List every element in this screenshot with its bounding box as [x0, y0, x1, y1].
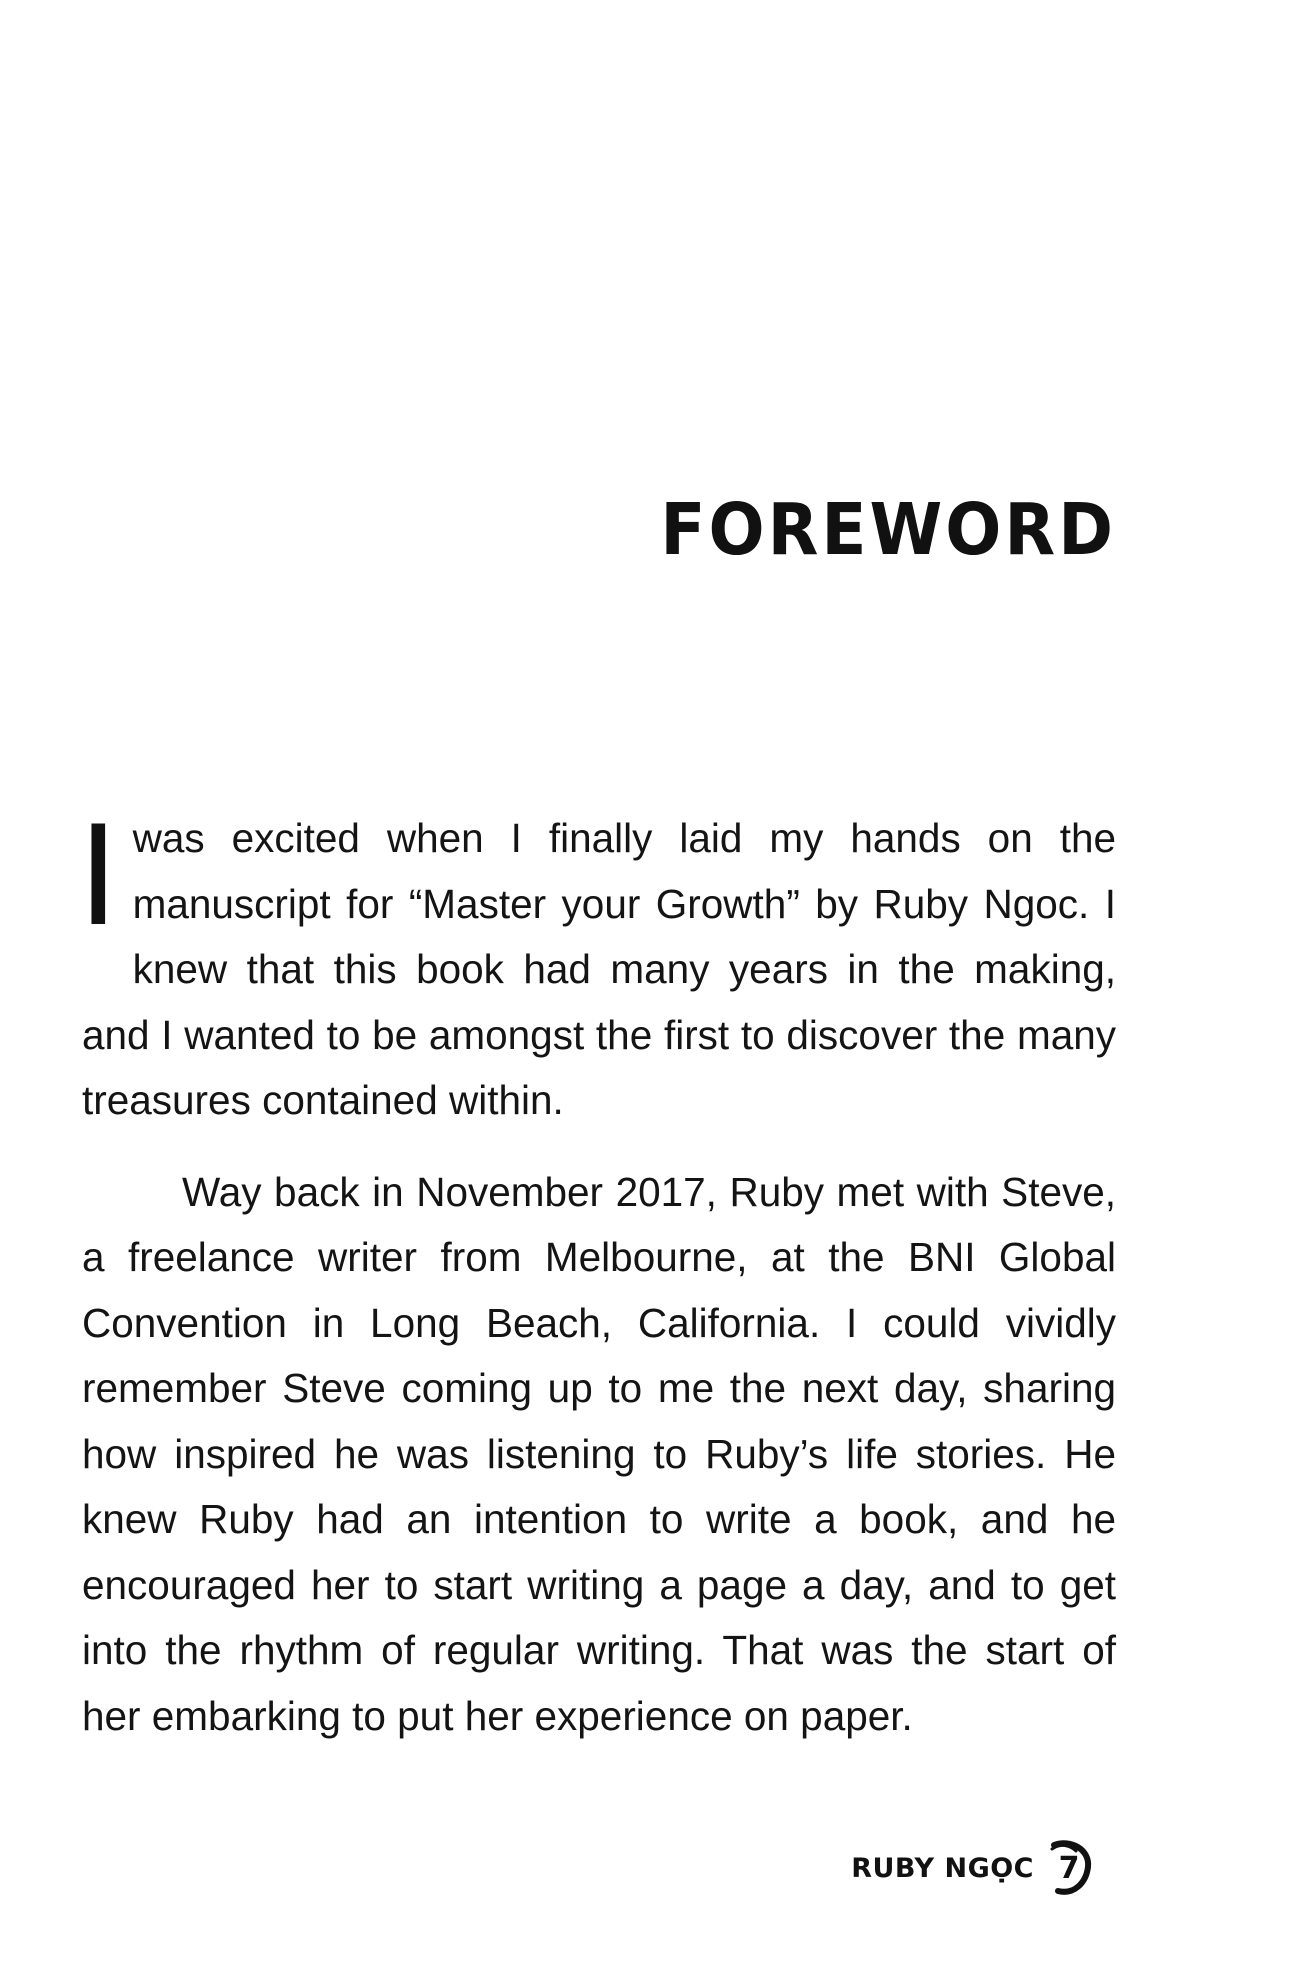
page-footer — [851, 1838, 1096, 1898]
paragraph-2: Way back in November 2017, Ruby met with Steve, a freelance writer from Melbourne, at the BNI Global Convention in Long Beach, California. I could vividly remember Steve coming up to me the next day, sharing how inspired he was listening to Ruby’s life stories. He knew Ruby had an intention to write a book, and he encouraged her to start writing a page a day, and to get into the rhythm of regular writing. That was the start of her embarking to put her experience on paper. — [82, 1168, 1116, 1739]
body-text — [78, 792, 1116, 1749]
drop-cap: I — [78, 792, 119, 955]
paragraph-1 — [78, 792, 1116, 1134]
page-number: 7 — [1058, 1850, 1080, 1886]
page-number-badge — [1048, 1837, 1096, 1899]
chapter-title: FOREWORD — [660, 488, 1116, 572]
paragraph-1-text: was excited when I finally laid my hands on the manuscript for “Master your Growth” by Ruby Ngoc. I knew that this book had many years in the making, and I wanted to be amongst the first to discover the many treasures contained within. — [82, 815, 1116, 1123]
running-head: RUBY NGỌC — [851, 1852, 1034, 1884]
